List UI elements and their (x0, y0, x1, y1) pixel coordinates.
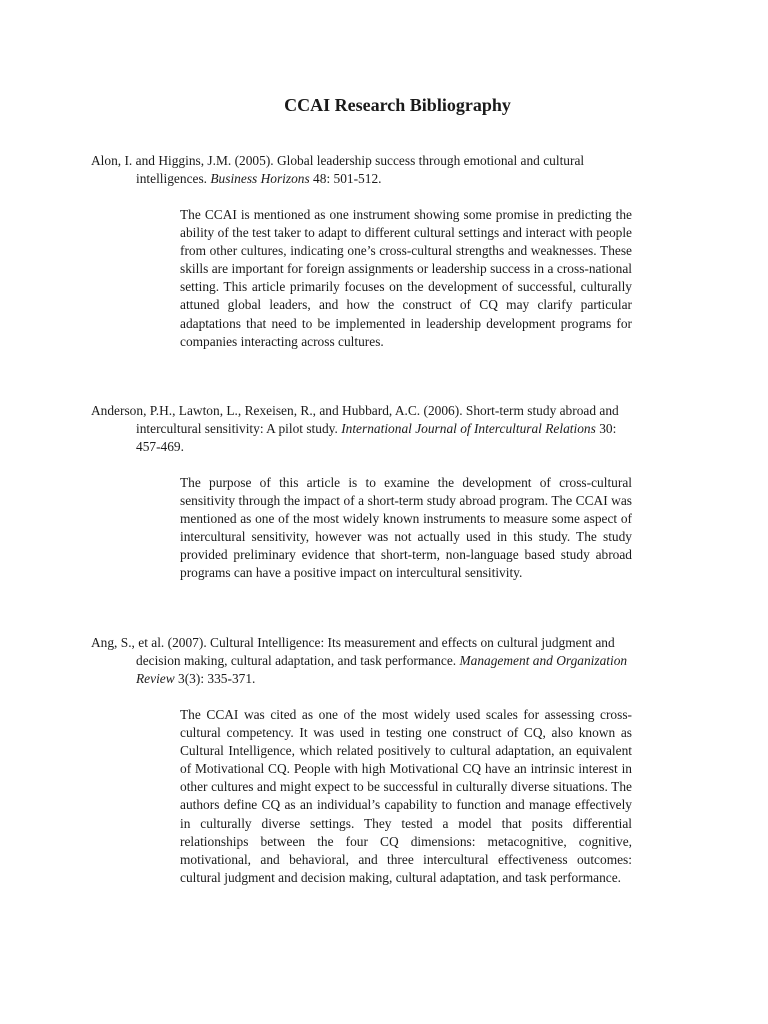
citation-authors-title: Ang, S., et al. (2007). Cultural Intelligence: Its measurement and effects on cultural judgment and decision making, cultural adaptation, and task performance. (91, 635, 615, 668)
citation (91, 152, 636, 188)
bibliography-entry (0, 634, 768, 887)
bibliography-entry (0, 152, 768, 351)
annotation-paragraph: The CCAI is mentioned as one instrument showing some promise in predicting the ability of the test taker to adapt to different cultural settings and interact with people from other cultures, indicating one’s cross-cultural strengths and weaknesses. These skills are important for foreign assignments or leadership success in a cross-national setting. This article primarily focuses on the development of successful, culturally attuned global leaders, and how the construct of CQ may clarify particular adaptations that need to be implemented in leadership development programs for companies interacting across cultures. (180, 207, 632, 349)
citation-volume-pages: 48: 501-512. (309, 171, 382, 186)
annotation-paragraph: The purpose of this article is to examine the development of cross-cultural sensitivity through the impact of a short-term study abroad program. The CCAI was mentioned as one of the most widely known instruments to measure some aspect of intercultural sensitivity, however was not actually used in this study. The study provided preliminary evidence that short-term, non-language based study abroad programs can have a positive impact on intercultural sensitivity. (180, 475, 632, 581)
citation-authors-title: Anderson, P.H., Lawton, L., Rexeisen, R., and Hubbard, A.C. (2006). Short-term study abroad and intercultural sensitivity: A pilot study. (91, 403, 619, 436)
bibliography-entry (0, 402, 768, 583)
page-title: CCAI Research Bibliography (284, 95, 511, 115)
annotation-paragraph: The CCAI was cited as one of the most widely used scales for assessing cross-cultural competency. It was used in testing one construct of CQ, also known as Cultural Intelligence, which related positively to cultural adaptation, an equivalent of Motivational CQ. People with high Motivational CQ have an intrinsic interest in other cultures and might expect to be successful in culturally diverse situations. The authors define CQ as an individual’s capability to function and manage effectively in culturally diverse settings. They tested a model that posits differential relationships between the four CQ dimensions: metacognitive, cognitive, motivational, and behavioral, and three intercultural effectiveness outcomes: cultural judgment and decision making, cultural adaptation, and task performance. (180, 707, 632, 885)
citation-volume-pages: 30: 457-469. (136, 421, 617, 454)
citation (91, 402, 636, 456)
citation-volume-pages: 3(3): 335-371. (174, 671, 256, 686)
citation-authors-title: Alon, I. and Higgins, J.M. (2005). Global leadership success through emotional and cultural intelligences. (91, 153, 585, 186)
citation (91, 634, 636, 688)
journal-name: Management and Organization Review (136, 653, 628, 686)
journal-name: Business Horizons (210, 171, 310, 186)
journal-name: International Journal of Intercultural Relations (341, 421, 596, 436)
